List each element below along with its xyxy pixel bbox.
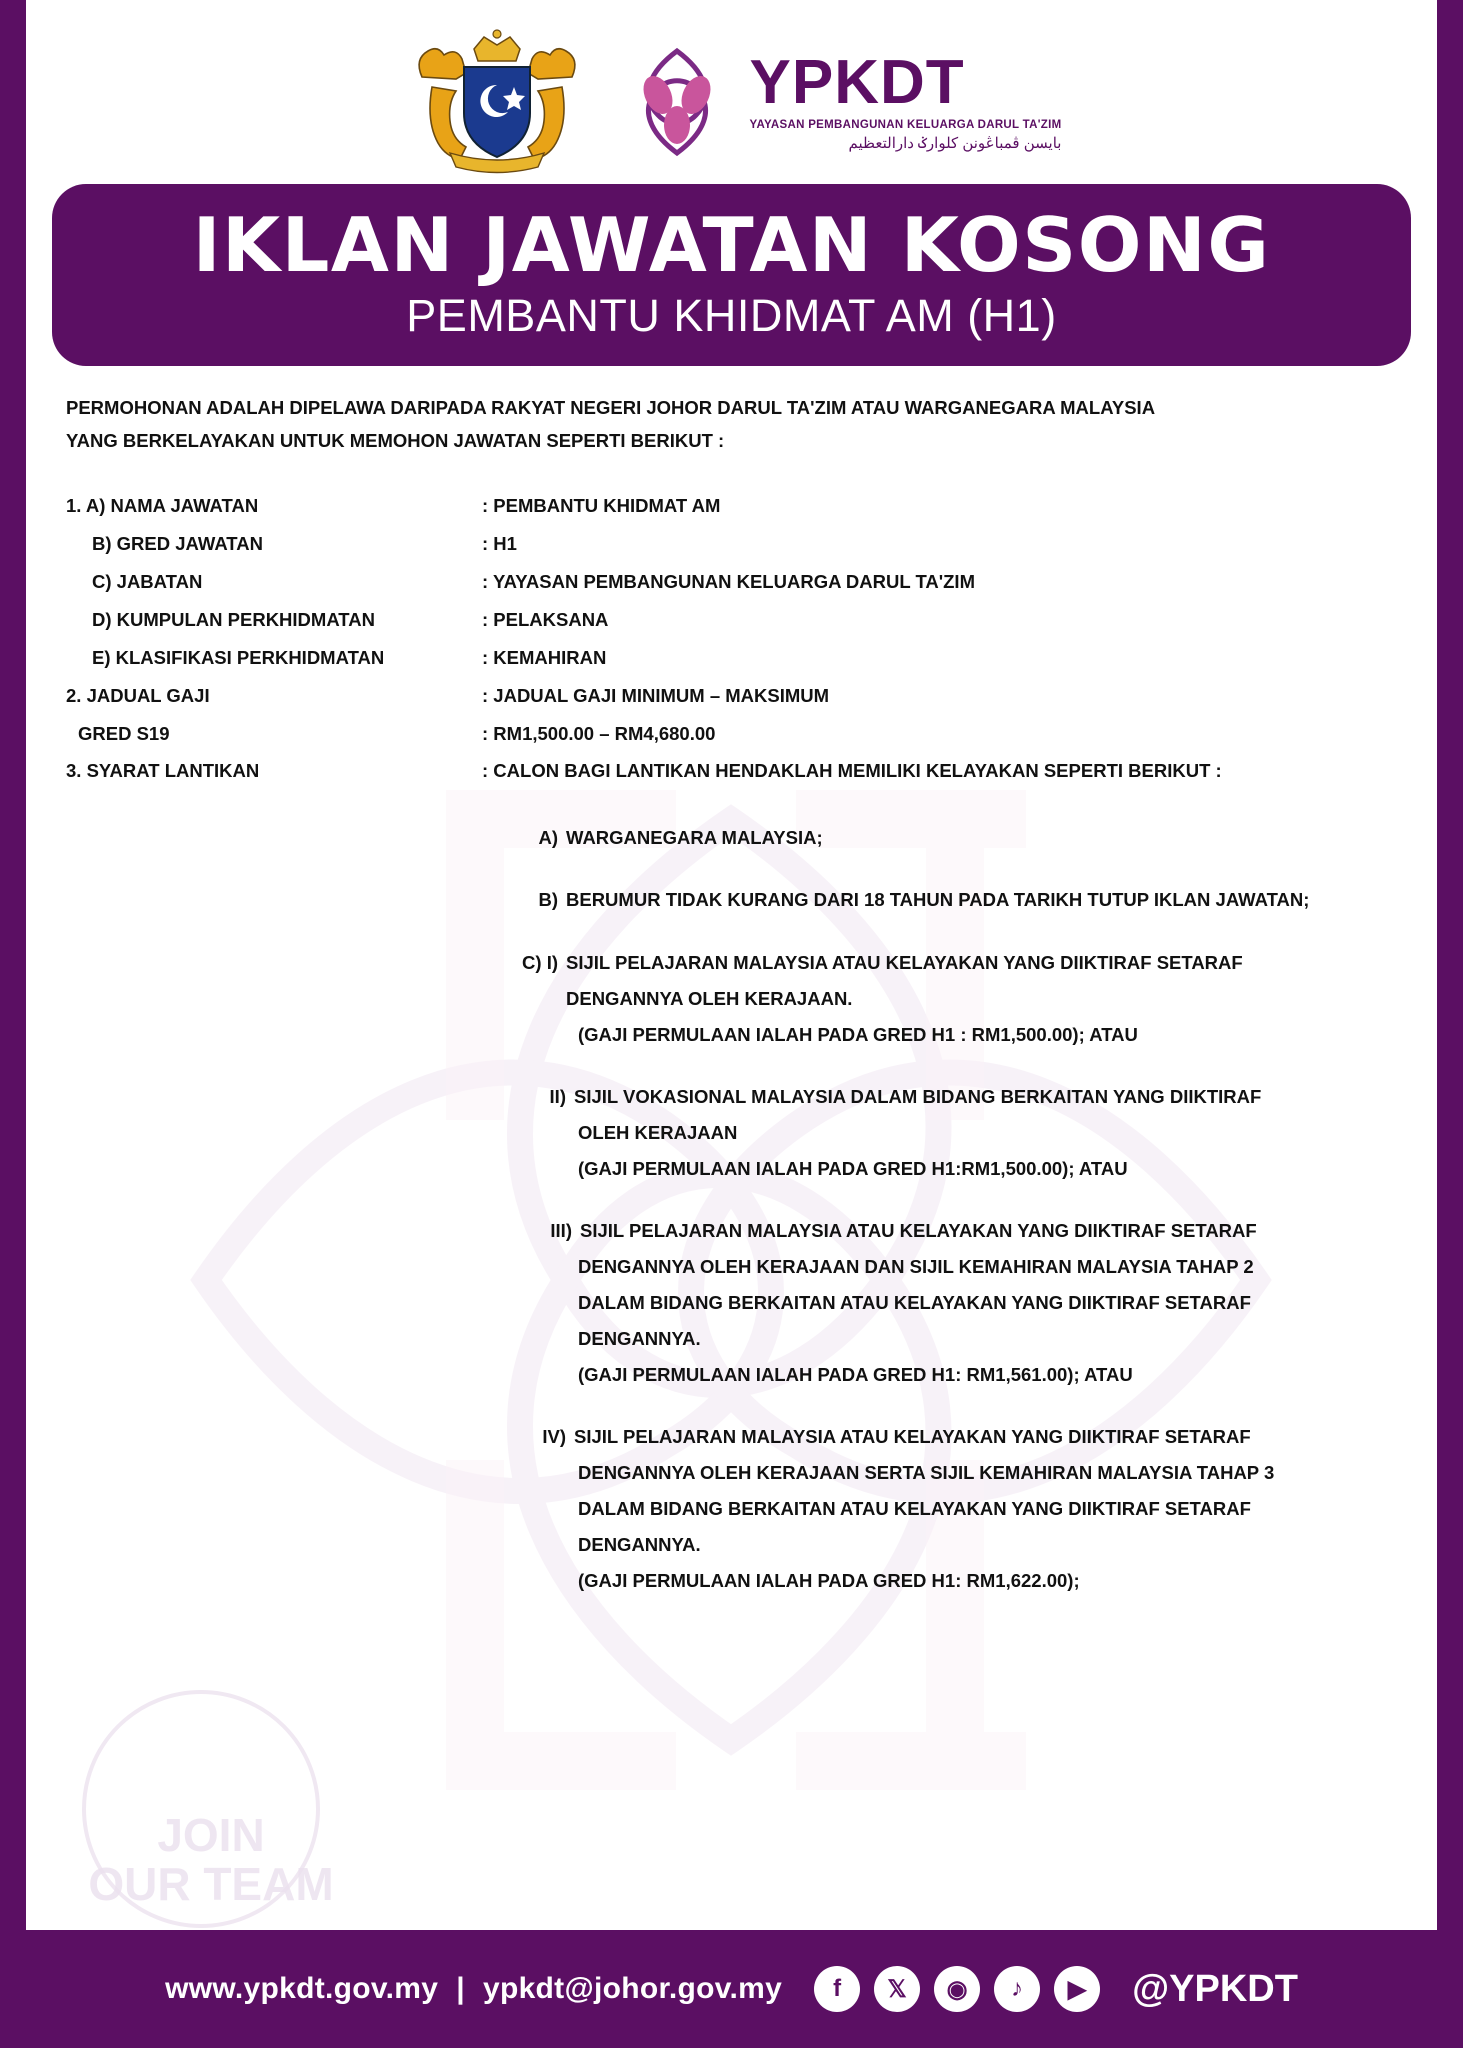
qual-marker: IV) — [542, 1426, 566, 1448]
qual-text-line-4: DENGANNYA. — [578, 1328, 701, 1350]
detail-value: : JADUAL GAJI MINIMUM – MAKSIMUM — [482, 684, 830, 706]
detail-label: B) GRED JAWATAN — [92, 532, 263, 554]
ypkdt-flower-icon — [618, 43, 736, 161]
qual-text-line-4: DENGANNYA. — [578, 1534, 701, 1556]
detail-value: : PELAKSANA — [482, 608, 609, 630]
detail-value: : H1 — [482, 532, 517, 554]
header-logos — [26, 0, 1437, 170]
qual-salary-note: (GAJI PERMULAAN IALAH PADA GRED H1 : RM1,500.00); ATAU — [578, 1023, 1138, 1045]
qual-text-line-1: SIJIL PELAJARAN MALAYSIA ATAU KELAYAKAN YANG DIIKTIRAF SETARAF — [574, 1426, 1251, 1448]
detail-row — [66, 563, 1397, 601]
join-line-2: OUR TEAM — [88, 1857, 334, 1910]
qualification-item-b — [66, 882, 1397, 918]
detail-row — [66, 601, 1397, 639]
detail-row — [66, 639, 1397, 677]
detail-label: C) JABATAN — [92, 570, 203, 592]
qual-text: BERUMUR TIDAK KURANG DARI 18 TAHUN PADA TARIKH TUTUP IKLAN JAWATAN; — [566, 889, 1310, 911]
detail-label: E) KLASIFIKASI PERKHIDMATAN — [92, 646, 385, 668]
join-line-1: JOIN — [157, 1809, 265, 1862]
page-border-left — [0, 0, 26, 2048]
qualification-item-c-ii — [66, 1079, 1397, 1187]
banner-subtitle: PEMBANTU KHIDMAT AM (H1) — [406, 289, 1057, 341]
intro-line-2: YANG BERKELAYAKAN UNTUK MEMOHON JAWATAN SEPERTI BERIKUT : — [66, 429, 725, 451]
qualification-item-c-iv — [66, 1419, 1397, 1599]
detail-row — [66, 715, 1397, 753]
detail-row — [66, 487, 1397, 525]
detail-value: : YAYASAN PEMBANGUNAN KELUARGA DARUL TA'ZIM — [482, 570, 975, 592]
ypkdt-full-name: YAYASAN PEMBANGUNAN KELUARGA DARUL TA'ZIM — [749, 119, 1062, 131]
detail-value: : KEMAHIRAN — [482, 646, 607, 668]
qual-marker: B) — [538, 889, 558, 911]
detail-label: 2. JADUAL GAJI — [66, 684, 210, 706]
detail-row — [66, 752, 1397, 790]
qual-salary-note: (GAJI PERMULAAN IALAH PADA GRED H1: RM1,561.00); ATAU — [578, 1364, 1133, 1386]
ypkdt-acronym: YPKDT — [749, 48, 965, 117]
qual-text-line-2: DENGANNYA OLEH KERAJAAN SERTA SIJIL KEMAHIRAN MALAYSIA TAHAP 3 — [578, 1462, 1275, 1484]
qual-text-line-2: DENGANNYA OLEH KERAJAAN. — [566, 987, 853, 1009]
detail-row — [66, 677, 1397, 715]
banner-title: IKLAN JAWATAN KOSONG — [192, 201, 1271, 289]
qual-marker: C) I) — [522, 951, 558, 973]
qualification-item-c-iii — [66, 1213, 1397, 1393]
detail-value: : PEMBANTU KHIDMAT AM — [482, 495, 721, 516]
qual-text-line-1: SIJIL PELAJARAN MALAYSIA ATAU KELAYAKAN YANG DIIKTIRAF SETARAF — [580, 1219, 1257, 1241]
page-border-right — [1437, 0, 1463, 2048]
qual-text-line-3: DALAM BIDANG BERKAITAN ATAU KELAYAKAN YANG DIIKTIRAF SETARAF — [578, 1498, 1251, 1520]
qualification-item-c-i — [66, 945, 1397, 1053]
qual-marker: A) — [538, 827, 558, 849]
poster-page — [26, 0, 1437, 2048]
qualification-list — [66, 820, 1397, 1599]
qual-text-line-1: SIJIL PELAJARAN MALAYSIA ATAU KELAYAKAN YANG DIIKTIRAF SETARAF — [566, 951, 1243, 973]
youtube-icon[interactable]: ▶ — [1054, 1966, 1100, 2012]
footer-email[interactable]: ypkdt@johor.gov.my — [482, 1972, 783, 2005]
tiktok-icon[interactable]: ♪ — [994, 1966, 1040, 2012]
facebook-icon[interactable]: f — [814, 1966, 860, 2012]
qual-salary-note: (GAJI PERMULAAN IALAH PADA GRED H1:RM1,500.00); ATAU — [578, 1157, 1128, 1179]
detail-label: GRED S19 — [78, 722, 170, 744]
instagram-icon[interactable]: ◉ — [934, 1966, 980, 2012]
social-icons — [814, 1966, 1100, 2012]
detail-value: : RM1,500.00 – RM4,680.00 — [482, 722, 716, 744]
job-details-list — [66, 487, 1397, 790]
title-banner — [52, 184, 1411, 366]
social-handle: @YPKDT — [1132, 1967, 1298, 2010]
qual-text-line-3: DALAM BIDANG BERKAITAN ATAU KELAYAKAN YANG DIIKTIRAF SETARAF — [578, 1292, 1251, 1313]
join-our-team-watermark — [86, 1811, 336, 1908]
qual-marker: II) — [549, 1085, 566, 1107]
qual-text-line-1: SIJIL VOKASIONAL MALAYSIA DALAM BIDANG BERKAITAN YANG DIIKTIRAF — [574, 1085, 1262, 1107]
detail-value: : CALON BAGI LANTIKAN HENDAKLAH MEMILIKI KELAYAKAN SEPERTI BERIKUT : — [482, 760, 1222, 782]
detail-label: 3. SYARAT LANTIKAN — [66, 760, 260, 782]
qual-text-line-2: DENGANNYA OLEH KERAJAAN DAN SIJIL KEMAHIRAN MALAYSIA TAHAP 2 — [578, 1255, 1254, 1277]
intro-line-1: PERMOHONAN ADALAH DIPELAWA DARIPADA RAKYAT NEGERI JOHOR DARUL TA'ZIM ATAU WARGANEGARA MALAYSIA — [66, 397, 1156, 419]
qual-text: WARGANEGARA MALAYSIA; — [566, 827, 823, 849]
qual-text-line-2: OLEH KERAJAAN — [578, 1121, 738, 1143]
footer-separator: | — [456, 1972, 465, 2005]
detail-label: 1. A) NAMA JAWATAN — [66, 495, 259, 516]
footer-bar — [0, 1930, 1463, 2048]
detail-label: D) KUMPULAN PERKHIDMATAN — [92, 608, 375, 630]
footer-website[interactable]: www.ypkdt.gov.my — [165, 1972, 439, 2005]
johor-crest-icon — [402, 27, 592, 177]
x-twitter-icon[interactable]: 𝕏 — [874, 1966, 920, 2012]
ypkdt-logo — [618, 43, 1062, 161]
qual-marker: III) — [550, 1219, 572, 1241]
intro-paragraph — [66, 392, 1397, 457]
ypkdt-jawi-name: بايسن ڤمباڠونن كلوارݢ دارالتعظيم — [848, 135, 1062, 152]
qual-salary-note: (GAJI PERMULAAN IALAH PADA GRED H1: RM1,622.00); — [578, 1570, 1080, 1592]
qualification-item-a — [66, 820, 1397, 856]
detail-row — [66, 525, 1397, 563]
